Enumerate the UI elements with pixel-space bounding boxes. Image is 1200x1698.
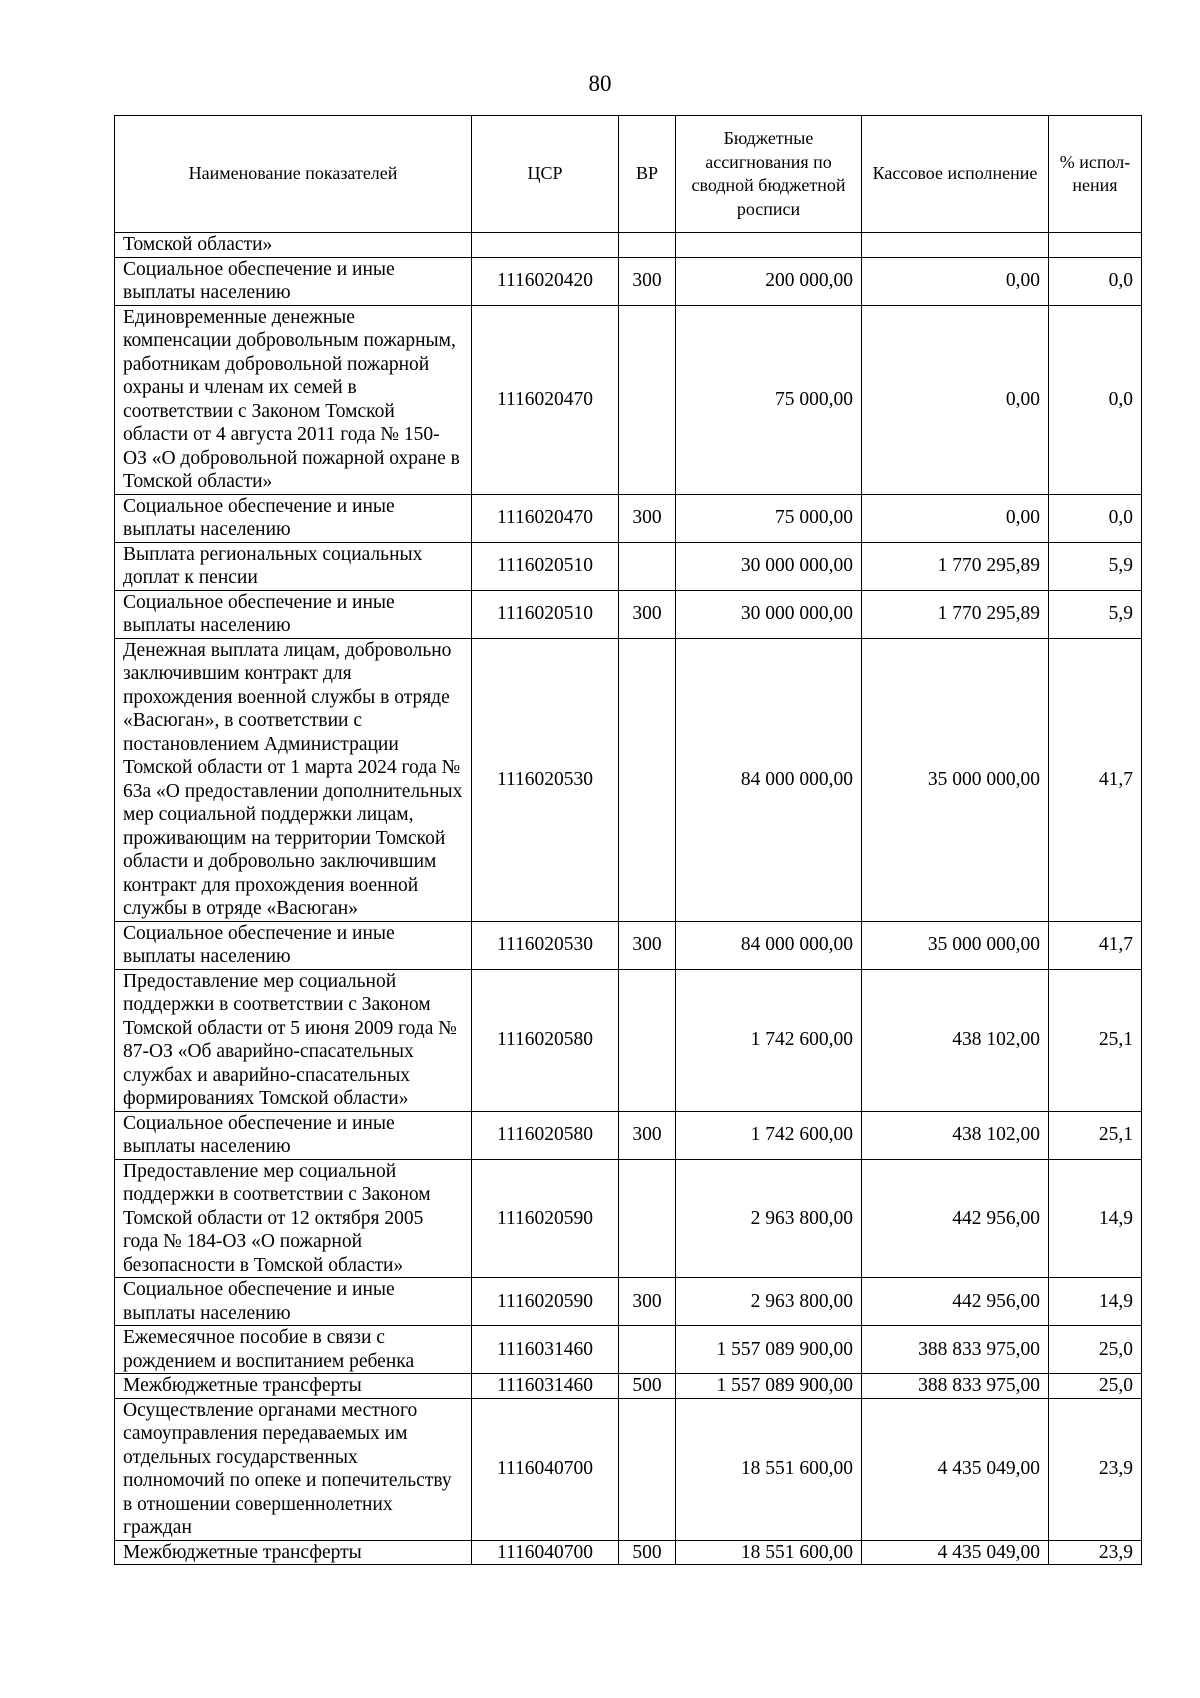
cell-vr: 300	[619, 494, 676, 542]
cell-cash: 0,00	[862, 257, 1049, 305]
table-row	[115, 1398, 1142, 1540]
cell-budget: 1 742 600,00	[676, 969, 862, 1111]
header-name: Наименование показателей	[115, 116, 472, 233]
cell-vr	[619, 1326, 676, 1374]
cell-budget: 2 963 800,00	[676, 1278, 862, 1326]
cell-budget: 1 742 600,00	[676, 1111, 862, 1159]
table-row	[115, 1111, 1142, 1159]
table-row	[115, 233, 1142, 258]
header-cash: Кассовое исполнение	[862, 116, 1049, 233]
cell-pct: 14,9	[1049, 1159, 1142, 1278]
cell-csr: 1116020470	[472, 494, 619, 542]
cell-cash	[862, 233, 1049, 258]
budget-execution-table	[114, 115, 1142, 1565]
cell-name: Осуществление органами местного самоуправления передаваемых им отдельных государственных полномочий по опеке и попечительству в отношении совершеннолетних граждан	[115, 1398, 472, 1540]
header-vr: ВР	[619, 116, 676, 233]
table-row	[115, 1159, 1142, 1278]
cell-vr: 300	[619, 257, 676, 305]
table-row	[115, 1374, 1142, 1399]
cell-name: Социальное обеспечение и иные выплаты населению	[115, 257, 472, 305]
cell-pct: 0,0	[1049, 257, 1142, 305]
cell-vr	[619, 638, 676, 921]
cell-pct: 23,9	[1049, 1540, 1142, 1565]
cell-csr: 1116031460	[472, 1326, 619, 1374]
cell-vr: 300	[619, 1111, 676, 1159]
cell-budget: 200 000,00	[676, 257, 862, 305]
cell-name: Социальное обеспечение и иные выплаты населению	[115, 921, 472, 969]
cell-pct: 25,1	[1049, 969, 1142, 1111]
cell-name: Предоставление мер социальной поддержки в соответствии с Законом Томской области от 12 октября 2005 года № 184-ОЗ «О пожарной безопасности в Томской области»	[115, 1159, 472, 1278]
cell-cash: 4 435 049,00	[862, 1540, 1049, 1565]
cell-pct: 25,0	[1049, 1326, 1142, 1374]
cell-csr: 1116020530	[472, 638, 619, 921]
cell-csr: 1116020590	[472, 1159, 619, 1278]
cell-budget: 2 963 800,00	[676, 1159, 862, 1278]
table-row	[115, 1540, 1142, 1565]
cell-pct: 25,0	[1049, 1374, 1142, 1399]
cell-pct: 25,1	[1049, 1111, 1142, 1159]
cell-csr: 1116031460	[472, 1374, 619, 1399]
cell-name: Единовременные денежные компенсации добровольным пожарным, работникам добровольной пожарной охраны и членам их семей в соответствии с Законом Томской области от 4 августа 2011 года № 150-ОЗ «О добровольной пожарной охране в Томской области»	[115, 305, 472, 494]
cell-name: Межбюджетные трансферты	[115, 1540, 472, 1565]
table-row	[115, 969, 1142, 1111]
cell-cash: 438 102,00	[862, 969, 1049, 1111]
cell-budget: 18 551 600,00	[676, 1540, 862, 1565]
cell-budget: 1 557 089 900,00	[676, 1326, 862, 1374]
cell-name: Социальное обеспечение и иные выплаты населению	[115, 1278, 472, 1326]
cell-csr: 1116020580	[472, 1111, 619, 1159]
cell-name: Томской области»	[115, 233, 472, 258]
cell-vr	[619, 1398, 676, 1540]
cell-cash: 388 833 975,00	[862, 1374, 1049, 1399]
cell-cash: 1 770 295,89	[862, 590, 1049, 638]
cell-vr	[619, 969, 676, 1111]
table-row	[115, 921, 1142, 969]
cell-vr: 500	[619, 1374, 676, 1399]
cell-pct	[1049, 233, 1142, 258]
table-header-row	[115, 116, 1142, 233]
cell-vr	[619, 233, 676, 258]
cell-vr: 500	[619, 1540, 676, 1565]
cell-budget: 18 551 600,00	[676, 1398, 862, 1540]
table-row	[115, 1326, 1142, 1374]
cell-budget: 30 000 000,00	[676, 590, 862, 638]
cell-pct: 5,9	[1049, 590, 1142, 638]
cell-vr	[619, 542, 676, 590]
cell-csr	[472, 233, 619, 258]
cell-cash: 4 435 049,00	[862, 1398, 1049, 1540]
cell-name: Межбюджетные трансферты	[115, 1374, 472, 1399]
cell-budget	[676, 233, 862, 258]
cell-cash: 0,00	[862, 494, 1049, 542]
cell-pct: 41,7	[1049, 921, 1142, 969]
cell-budget: 75 000,00	[676, 494, 862, 542]
cell-name: Социальное обеспечение и иные выплаты населению	[115, 1111, 472, 1159]
table-row	[115, 590, 1142, 638]
cell-pct: 41,7	[1049, 638, 1142, 921]
cell-csr: 1116040700	[472, 1540, 619, 1565]
cell-name: Социальное обеспечение и иные выплаты населению	[115, 494, 472, 542]
page-number: 80	[588, 71, 612, 96]
table-row	[115, 542, 1142, 590]
table-row	[115, 1278, 1142, 1326]
cell-pct: 5,9	[1049, 542, 1142, 590]
table-row	[115, 305, 1142, 494]
cell-cash: 35 000 000,00	[862, 921, 1049, 969]
cell-cash: 388 833 975,00	[862, 1326, 1049, 1374]
cell-vr: 300	[619, 1278, 676, 1326]
cell-name: Предоставление мер социальной поддержки в соответствии с Законом Томской области от 5 июня 2009 года № 87-ОЗ «Об аварийно-спасательных службах и аварийно-спасательных формированиях Томской области»	[115, 969, 472, 1111]
cell-csr: 1116020420	[472, 257, 619, 305]
cell-csr: 1116020530	[472, 921, 619, 969]
cell-csr: 1116020510	[472, 590, 619, 638]
cell-pct: 0,0	[1049, 494, 1142, 542]
header-budget: Бюджетные ассигнования по сводной бюджетной росписи	[676, 116, 862, 233]
cell-cash: 1 770 295,89	[862, 542, 1049, 590]
table-body	[115, 233, 1142, 1565]
header-csr: ЦСР	[472, 116, 619, 233]
cell-budget: 84 000 000,00	[676, 921, 862, 969]
cell-cash: 442 956,00	[862, 1159, 1049, 1278]
header-pct: % испол-нения	[1049, 116, 1142, 233]
cell-cash: 438 102,00	[862, 1111, 1049, 1159]
cell-csr: 1116020470	[472, 305, 619, 494]
cell-pct: 23,9	[1049, 1398, 1142, 1540]
cell-csr: 1116020580	[472, 969, 619, 1111]
cell-vr	[619, 305, 676, 494]
table-row	[115, 494, 1142, 542]
cell-pct: 14,9	[1049, 1278, 1142, 1326]
cell-name: Ежемесячное пособие в связи с рождением и воспитанием ребенка	[115, 1326, 472, 1374]
cell-csr: 1116020590	[472, 1278, 619, 1326]
cell-pct: 0,0	[1049, 305, 1142, 494]
cell-budget: 84 000 000,00	[676, 638, 862, 921]
cell-cash: 35 000 000,00	[862, 638, 1049, 921]
cell-vr: 300	[619, 921, 676, 969]
cell-name: Выплата региональных социальных доплат к пенсии	[115, 542, 472, 590]
cell-csr: 1116040700	[472, 1398, 619, 1540]
cell-csr: 1116020510	[472, 542, 619, 590]
cell-budget: 1 557 089 900,00	[676, 1374, 862, 1399]
cell-name: Денежная выплата лицам, добровольно заключившим контракт для прохождения военной службы в отряде «Васюган», в соответствии с постановлением Администрации Томской области от 1 марта 2024 года № 63а «О предоставлении дополнительных мер социальной поддержки лицам, проживающим на территории Томской области и добровольно заключившим контракт для прохождения военной службы в отряде «Васюган»	[115, 638, 472, 921]
cell-vr: 300	[619, 590, 676, 638]
cell-vr	[619, 1159, 676, 1278]
cell-cash: 0,00	[862, 305, 1049, 494]
table-row	[115, 638, 1142, 921]
cell-name: Социальное обеспечение и иные выплаты населению	[115, 590, 472, 638]
table-row	[115, 257, 1142, 305]
cell-budget: 30 000 000,00	[676, 542, 862, 590]
cell-budget: 75 000,00	[676, 305, 862, 494]
cell-cash: 442 956,00	[862, 1278, 1049, 1326]
